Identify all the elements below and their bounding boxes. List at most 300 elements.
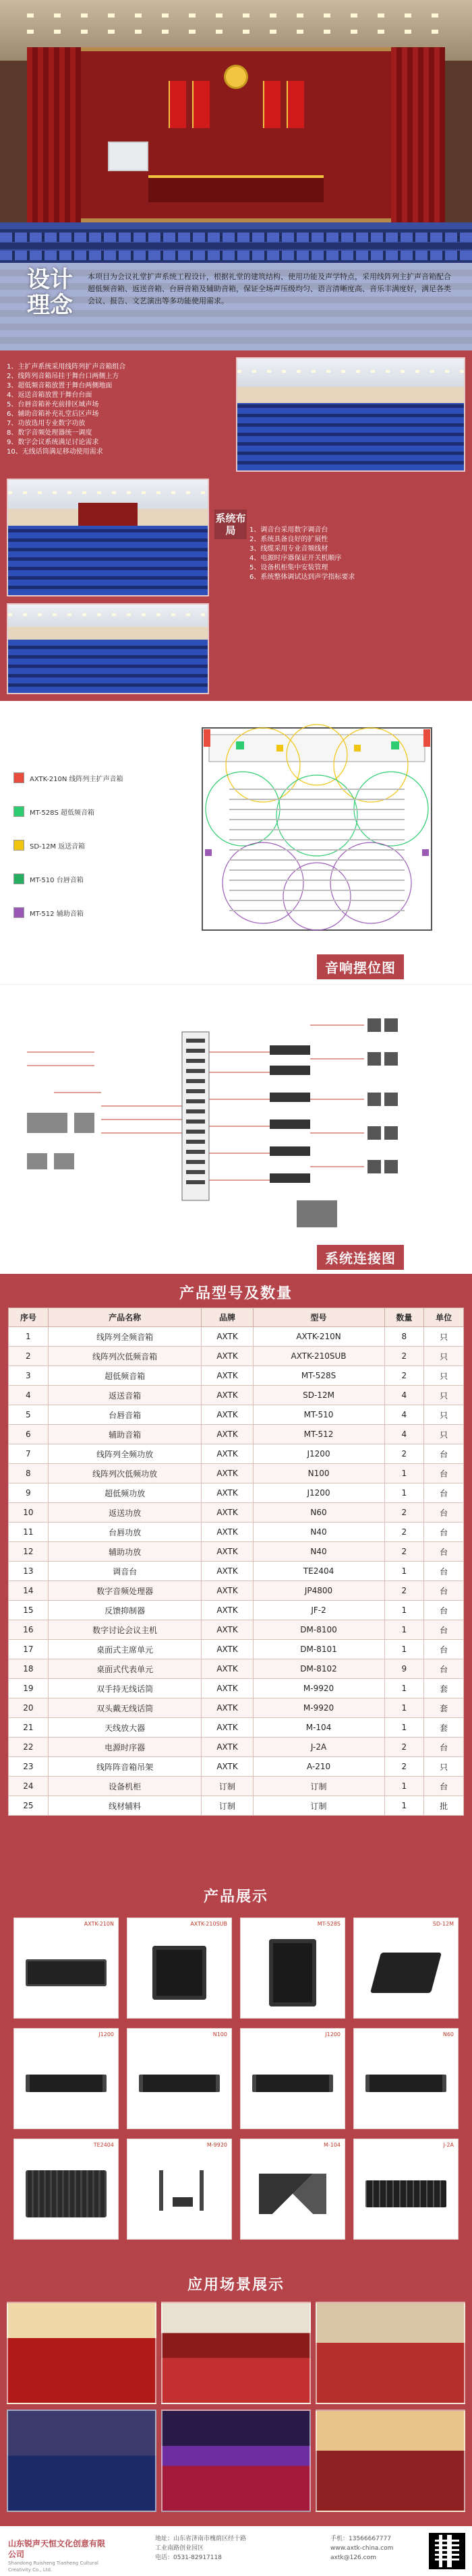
note-line: 1、调音台采用数字调音台 [249, 526, 328, 534]
table-cell: AXTK [202, 1327, 253, 1347]
table-cell: 1 [384, 1679, 424, 1698]
table-cell: 5 [9, 1405, 49, 1425]
product-model-label: TE2404 [93, 2142, 114, 2148]
product-image [376, 1953, 436, 1993]
table-cell: 天线放大器 [48, 1718, 202, 1738]
table-cell: AXTK [202, 1366, 253, 1386]
table-cell: 双头戴无线话筒 [48, 1698, 202, 1718]
table-row [9, 1640, 464, 1659]
table-cell: 套 [424, 1718, 464, 1738]
table-cell: 25 [9, 1796, 49, 1816]
table-row [9, 1444, 464, 1464]
legend-swatch [13, 873, 24, 884]
table-cell: 2 [384, 1581, 424, 1601]
table-cell: N40 [253, 1542, 384, 1562]
table-row [9, 1523, 464, 1542]
projection-screen [108, 142, 148, 171]
product-model-label: MT-528S [317, 1921, 341, 1927]
application-scenes-title: 应用场景展示 [187, 2277, 285, 2294]
table-cell: MT-510 [253, 1405, 384, 1425]
table-cell: 线阵列全频音箱 [48, 1327, 202, 1347]
table-cell: 4 [384, 1425, 424, 1444]
table-cell: 线阵列全频功放 [48, 1444, 202, 1464]
table-cell: M-9920 [253, 1698, 384, 1718]
table-cell: 台 [424, 1640, 464, 1659]
col-header: 品牌 [202, 1308, 253, 1327]
table-cell: 台 [424, 1777, 464, 1796]
scene-photo [7, 2302, 156, 2404]
hall-photo-1 [236, 357, 465, 472]
table-cell: AXTK-210SUB [253, 1347, 384, 1366]
table-cell: 1 [384, 1698, 424, 1718]
table-cell: 台 [424, 1483, 464, 1503]
table-cell: 1 [384, 1483, 424, 1503]
table-row [9, 1620, 464, 1640]
table-cell: 台 [424, 1581, 464, 1601]
speaker-legend [13, 768, 182, 937]
product-showcase-section [0, 1877, 472, 2268]
seat-row [0, 233, 472, 242]
table-cell: 9 [9, 1483, 49, 1503]
table-cell: 台 [424, 1659, 464, 1679]
table-cell: AXTK [202, 1503, 253, 1523]
table-cell: 12 [9, 1542, 49, 1562]
table-cell: N40 [253, 1523, 384, 1542]
table-cell: TE2404 [253, 1562, 384, 1581]
concept-title: 设计理念 [27, 266, 73, 319]
table-cell: 只 [424, 1347, 464, 1366]
note-line: 6、辅助音箱补充礼堂后区声场 [7, 410, 99, 418]
table-cell: J-2A [253, 1738, 384, 1757]
left-design-notes [7, 363, 229, 457]
product-model-label: N60 [442, 2031, 454, 2037]
table-cell: AXTK [202, 1523, 253, 1542]
product-model-label: SD-12M [432, 1921, 454, 1927]
col-header: 型号 [253, 1308, 384, 1327]
company-contact [330, 2534, 425, 2563]
product-card[interactable] [240, 2139, 345, 2240]
table-row [9, 1386, 464, 1405]
product-model-label: N100 [212, 2031, 227, 2037]
product-model-label: J1200 [325, 2031, 341, 2037]
table-cell: 台 [424, 1542, 464, 1562]
table-row [9, 1562, 464, 1581]
table-cell: 只 [424, 1327, 464, 1347]
table-cell: 2 [384, 1542, 424, 1562]
table-cell: 只 [424, 1757, 464, 1777]
table-row [9, 1777, 464, 1796]
table-row [9, 1601, 464, 1620]
table-cell: 1 [384, 1562, 424, 1581]
table-cell: 台唇音箱 [48, 1405, 202, 1425]
product-card[interactable] [13, 1918, 119, 2019]
speaker-floorplan-diagram [189, 714, 459, 964]
table-cell: 1 [384, 1601, 424, 1620]
legend-label: MT-512 辅助音箱 [30, 910, 84, 918]
flag-icon [263, 81, 281, 128]
table-cell: AXTK [202, 1679, 253, 1698]
system-layout-section [0, 350, 472, 701]
hero-auditorium-image [0, 0, 472, 350]
table-cell: 线材辅料 [48, 1796, 202, 1816]
email-link[interactable]: axtk@126.com [330, 2554, 376, 2561]
table-cell: 台 [424, 1601, 464, 1620]
product-card[interactable] [127, 1918, 232, 2019]
product-image [26, 2170, 107, 2217]
table-cell: AXTK [202, 1601, 253, 1620]
product-list-title: 产品型号及数量 [179, 1285, 293, 1302]
footer [0, 2524, 472, 2576]
table-cell: 16 [9, 1620, 49, 1640]
legend-swatch [13, 772, 24, 783]
table-cell: DM-8102 [253, 1659, 384, 1679]
table-cell: 超低频功放 [48, 1483, 202, 1503]
product-model-label: AXTK-210N [84, 1921, 114, 1927]
table-cell: 22 [9, 1738, 49, 1757]
flag-icon [169, 81, 186, 128]
product-image [259, 2174, 326, 2214]
product-card[interactable] [13, 2139, 119, 2240]
table-cell: AXTK [202, 1347, 253, 1366]
table-cell: A-210 [253, 1757, 384, 1777]
table-cell: 2 [384, 1503, 424, 1523]
table-cell: 订制 [253, 1777, 384, 1796]
table-cell: 1 [384, 1796, 424, 1816]
table-cell: 10 [9, 1503, 49, 1523]
table-cell: 辅助音箱 [48, 1425, 202, 1444]
table-cell: AXTK [202, 1620, 253, 1640]
table-cell: AXTK [202, 1562, 253, 1581]
table-cell: M-104 [253, 1718, 384, 1738]
legend-label: SD-12M 返送音箱 [30, 842, 86, 851]
table-cell: AXTK [202, 1659, 253, 1679]
note-line: 4、返送音箱放置于舞台台面 [7, 392, 92, 399]
product-card[interactable] [353, 1918, 459, 2019]
table-cell: JP4800 [253, 1581, 384, 1601]
table-row [9, 1698, 464, 1718]
table-cell: 线阵列次低频音箱 [48, 1347, 202, 1366]
table-cell: 返送功放 [48, 1503, 202, 1523]
legend-swatch [13, 806, 24, 817]
legend-swatch [13, 907, 24, 918]
table-cell: N60 [253, 1503, 384, 1523]
product-card[interactable] [240, 2028, 345, 2129]
product-image [252, 2075, 333, 2092]
table-row [9, 1718, 464, 1738]
product-grid [13, 1918, 459, 2240]
product-image [365, 2075, 446, 2092]
system-layout-label: 系统布局 [214, 510, 247, 539]
table-cell: 20 [9, 1698, 49, 1718]
table-cell: AXTK [202, 1386, 253, 1405]
table-cell: 台 [424, 1464, 464, 1483]
product-image [139, 2075, 220, 2092]
ceiling-lights [27, 30, 445, 34]
table-row [9, 1796, 464, 1816]
table-cell: 3 [9, 1366, 49, 1386]
note-line: 9、数字会议系统满足讨论需求 [7, 439, 99, 446]
table-cell: 2 [384, 1523, 424, 1542]
table-cell: AXTK-210N [253, 1327, 384, 1347]
table-row [9, 1405, 464, 1425]
table-cell: 桌面式主席单元 [48, 1640, 202, 1659]
system-connection-tag: 系统连接图 [317, 1245, 404, 1270]
table-cell: J1200 [253, 1483, 384, 1503]
hall-photo-3 [7, 603, 209, 694]
table-cell: 14 [9, 1581, 49, 1601]
emblem-icon [224, 65, 248, 89]
table-cell: AXTK [202, 1483, 253, 1503]
product-showcase-title: 产品展示 [203, 1889, 268, 1905]
note-line: 5、台唇音箱补充前排区域声场 [7, 401, 99, 408]
table-row [9, 1347, 464, 1366]
scene-photo [161, 2302, 311, 2404]
table-row [9, 1327, 464, 1347]
table-cell: 订制 [202, 1796, 253, 1816]
legend-label: MT-528S 超低频音箱 [30, 809, 95, 817]
product-image [26, 2075, 107, 2092]
product-card[interactable] [353, 2028, 459, 2129]
table-cell: 调音台 [48, 1562, 202, 1581]
product-card[interactable] [353, 2139, 459, 2240]
ceiling-lights [27, 13, 445, 18]
product-model-label: J1200 [98, 2031, 114, 2037]
table-row [9, 1483, 464, 1503]
scene-photo [161, 2410, 311, 2512]
table-cell: 套 [424, 1679, 464, 1698]
table-cell: 1 [384, 1620, 424, 1640]
table-row [9, 1738, 464, 1757]
product-list-section [0, 1274, 472, 1877]
product-card[interactable] [127, 2028, 232, 2129]
table-cell: 1 [384, 1718, 424, 1738]
table-row [9, 1503, 464, 1523]
table-cell: JF-2 [253, 1601, 384, 1620]
table-cell: AXTK [202, 1698, 253, 1718]
table-cell: 2 [384, 1347, 424, 1366]
product-image [26, 1959, 107, 1986]
table-cell: 2 [9, 1347, 49, 1366]
table-cell: 2 [384, 1738, 424, 1757]
scene-photo [316, 2410, 465, 2512]
table-cell: 1 [384, 1777, 424, 1796]
table-cell: 2 [384, 1757, 424, 1777]
product-model-label: J-2A [443, 2142, 454, 2148]
product-card[interactable] [127, 2139, 232, 2240]
table-cell: 7 [9, 1444, 49, 1464]
table-cell: 只 [424, 1386, 464, 1405]
table-cell: DM-8101 [253, 1640, 384, 1659]
table-row [9, 1542, 464, 1562]
table-cell: AXTK [202, 1542, 253, 1562]
legend-item [13, 836, 182, 855]
table-cell: 18 [9, 1659, 49, 1679]
note-line: 8、数字音频处理器统一调度 [7, 429, 92, 437]
table-cell: 23 [9, 1757, 49, 1777]
table-cell: 4 [384, 1405, 424, 1425]
col-header: 数量 [384, 1308, 424, 1327]
table-cell: 只 [424, 1425, 464, 1444]
table-cell: 台 [424, 1620, 464, 1640]
legend-label: AXTK-210N 线阵列主扩声音箱 [30, 775, 123, 783]
table-row [9, 1464, 464, 1483]
legend-item [13, 869, 182, 888]
legend-item [13, 802, 182, 821]
product-card[interactable] [13, 2028, 119, 2129]
table-cell: SD-12M [253, 1386, 384, 1405]
note-line: 4、电源时序器保证开关机顺序 [249, 555, 342, 562]
table-cell: 8 [384, 1327, 424, 1347]
curtain-right [391, 47, 445, 222]
table-cell: 1 [384, 1464, 424, 1483]
table-cell: N100 [253, 1464, 384, 1483]
product-card[interactable] [240, 1918, 345, 2019]
table-cell: 台 [424, 1738, 464, 1757]
table-cell: 返送音箱 [48, 1386, 202, 1405]
company-name-en: Shandong Ruisheng Tianheng Cultural Creativity Co., Ltd. [8, 2560, 99, 2573]
table-cell: 订制 [253, 1796, 384, 1816]
table-cell: 台 [424, 1444, 464, 1464]
legend-swatch [13, 840, 24, 851]
hall-photo-2 [7, 479, 209, 596]
scene-grid [7, 2302, 465, 2512]
table-cell: 4 [9, 1386, 49, 1405]
note-line: 2、线阵列音箱吊挂于舞台口两侧上方 [7, 373, 119, 380]
table-header-row [9, 1308, 464, 1327]
table-cell: 台 [424, 1562, 464, 1581]
table-cell: 批 [424, 1796, 464, 1816]
table-cell: 11 [9, 1523, 49, 1542]
note-line: 7、功放选用专业数字功放 [7, 420, 86, 427]
table-cell: 订制 [202, 1777, 253, 1796]
table-cell: AXTK [202, 1444, 253, 1464]
table-cell: AXTK [202, 1757, 253, 1777]
seat-row [0, 251, 472, 260]
table-cell: 线阵列次低频功放 [48, 1464, 202, 1483]
flag-icon [192, 81, 210, 128]
table-cell: 反馈抑制器 [48, 1601, 202, 1620]
note-line: 2、系统具备良好的扩展性 [249, 536, 328, 543]
table-cell: 双手持无线话筒 [48, 1679, 202, 1698]
application-scenes-section [0, 2268, 472, 2524]
scene-photo [316, 2302, 465, 2404]
speaker-placement-tag: 音响摆位图 [317, 954, 404, 979]
table-cell: 1 [9, 1327, 49, 1347]
product-image [152, 1946, 206, 2000]
product-image [269, 1939, 316, 2006]
product-model-label: AXTK-210SUB [190, 1921, 227, 1927]
table-cell: AXTK [202, 1581, 253, 1601]
table-cell: 台 [424, 1523, 464, 1542]
table-cell: 数字讨论会议主机 [48, 1620, 202, 1640]
table-cell: 数字音频处理器 [48, 1581, 202, 1601]
table-cell: 设备机柜 [48, 1777, 202, 1796]
address-line: 地址：山东省济南市槐荫区经十路 [155, 2536, 247, 2542]
product-model-label: M-9920 [206, 2142, 227, 2148]
table-row [9, 1679, 464, 1698]
mobile-line: 手机：13566667777 [330, 2536, 391, 2542]
legend-item [13, 768, 182, 787]
curtain-left [27, 47, 81, 222]
system-connection-section [0, 984, 472, 1274]
table-cell: MT-528S [253, 1366, 384, 1386]
table-cell: 9 [384, 1659, 424, 1679]
table-cell: 辅助功放 [48, 1542, 202, 1562]
table-cell: 只 [424, 1405, 464, 1425]
table-row [9, 1425, 464, 1444]
table-cell: 2 [384, 1444, 424, 1464]
note-line: 1、主扩声系统采用线阵列扩声音箱组合 [7, 363, 126, 371]
table-cell: 线阵阵音箱吊架 [48, 1757, 202, 1777]
legend-item [13, 903, 182, 922]
table-cell: AXTK [202, 1718, 253, 1738]
product-model-label: M-104 [323, 2142, 341, 2148]
company-name: 山东锐声天恒文化创意有限公司 [8, 2539, 106, 2559]
table-cell: AXTK [202, 1464, 253, 1483]
product-image [146, 2170, 213, 2217]
table-row [9, 1581, 464, 1601]
table-cell: 8 [9, 1464, 49, 1483]
note-line: 10、无线话筒满足移动使用需求 [7, 448, 103, 456]
table-cell: AXTK [202, 1425, 253, 1444]
table-row [9, 1659, 464, 1679]
table-cell: 17 [9, 1640, 49, 1659]
col-header: 产品名称 [48, 1308, 202, 1327]
col-header: 序号 [9, 1308, 49, 1327]
podium [148, 175, 324, 202]
note-line: 3、超低频音箱放置于舞台两侧地面 [7, 382, 113, 390]
table-cell: AXTK [202, 1405, 253, 1425]
table-cell: 24 [9, 1777, 49, 1796]
speaker-placement-section [0, 701, 472, 984]
table-cell: MT-512 [253, 1425, 384, 1444]
table-cell: 套 [424, 1698, 464, 1718]
table-cell: 台唇功放 [48, 1523, 202, 1542]
table-cell: AXTK [202, 1640, 253, 1659]
table-cell: 电源时序器 [48, 1738, 202, 1757]
table-cell: AXTK [202, 1738, 253, 1757]
system-wiring-diagram [13, 998, 459, 1241]
table-cell: 超低频音箱 [48, 1366, 202, 1386]
table-cell: 13 [9, 1562, 49, 1581]
address-line: 工业南路创业园区 [155, 2545, 204, 2552]
qr-code-icon[interactable] [429, 2533, 465, 2569]
note-line: 5、设备机柜集中安装管理 [249, 564, 328, 572]
table-cell: DM-8100 [253, 1620, 384, 1640]
table-cell: 19 [9, 1679, 49, 1698]
right-design-notes [249, 526, 465, 582]
product-image [365, 2180, 446, 2207]
product-table [8, 1308, 464, 1816]
table-row [9, 1366, 464, 1386]
table-cell: 桌面式代表单元 [48, 1659, 202, 1679]
company-address [155, 2534, 324, 2563]
col-header: 单位 [424, 1308, 464, 1327]
table-cell: 4 [384, 1386, 424, 1405]
table-cell: 21 [9, 1718, 49, 1738]
table-cell: 台 [424, 1503, 464, 1523]
table-row [9, 1757, 464, 1777]
website-link[interactable]: www.axtk-china.com [330, 2545, 394, 2552]
table-cell: 只 [424, 1366, 464, 1386]
note-line: 6、系统整体调试达到声学指标要求 [249, 574, 355, 581]
table-cell: 2 [384, 1366, 424, 1386]
table-cell: M-9920 [253, 1679, 384, 1698]
table-cell: 6 [9, 1425, 49, 1444]
table-body [9, 1327, 464, 1816]
table-cell: 1 [384, 1640, 424, 1659]
legend-label: MT-510 台唇音箱 [30, 876, 84, 884]
